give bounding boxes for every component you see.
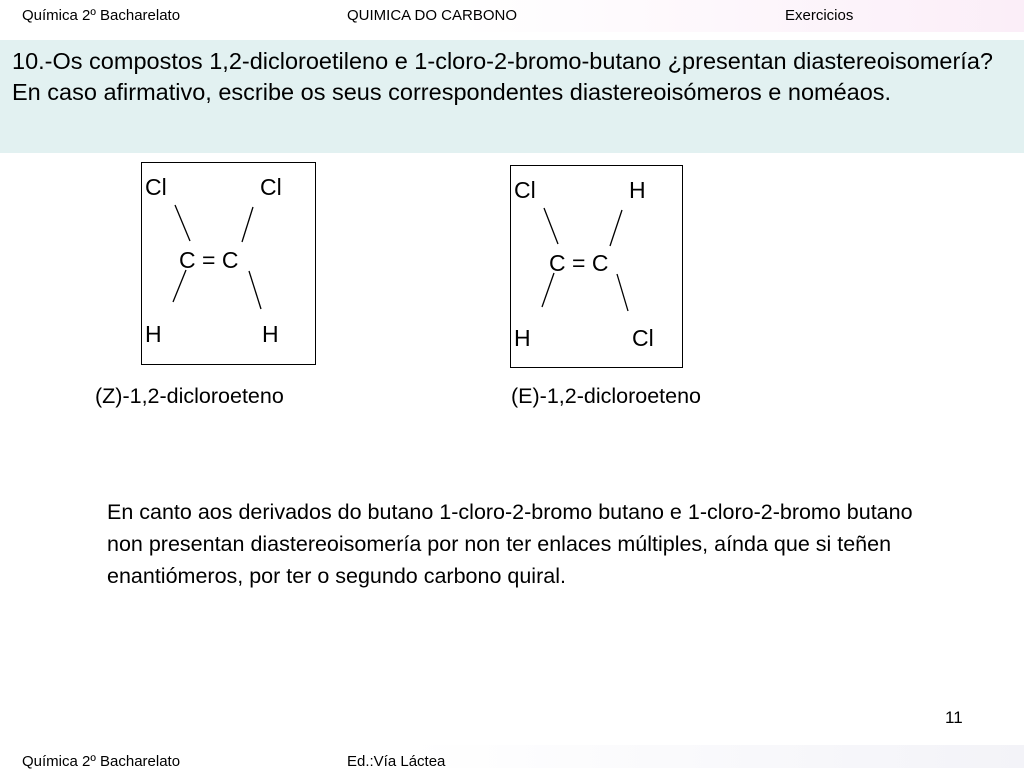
header-course: Química 2º Bacharelato bbox=[22, 7, 181, 24]
z-isomer-structure bbox=[141, 162, 316, 365]
footer-course: Química 2º Bacharelato bbox=[22, 753, 181, 770]
atom-bottom-left: H bbox=[514, 325, 531, 351]
footer-publisher: Ed.:Vía Láctea bbox=[347, 753, 446, 770]
double-bond-center: C = C bbox=[179, 247, 239, 273]
atom-top-left: Cl bbox=[514, 177, 536, 203]
atom-bottom-left: H bbox=[145, 321, 162, 347]
question-box bbox=[0, 40, 1024, 153]
page-number: 11 bbox=[945, 708, 963, 727]
atom-top-left: Cl bbox=[145, 174, 167, 200]
bond-lines bbox=[511, 166, 684, 369]
atom-bottom-right: H bbox=[262, 321, 279, 347]
header-section: Exercicios bbox=[785, 7, 854, 24]
double-bond-center: C = C bbox=[549, 250, 609, 276]
header-topic: QUIMICA DO CARBONO bbox=[347, 7, 518, 24]
answer-text: En canto aos derivados do butano 1-cloro-2-bromo butano e 1-cloro-2-bromo butano non presentan diastereoisomería por non ter enlaces múltiples, aínda que si teñen enantiómeros, por ter o segundo carbono quiral. bbox=[107, 500, 913, 588]
atom-top-right: Cl bbox=[260, 174, 282, 200]
e-isomer-structure bbox=[510, 165, 683, 368]
atom-top-right: H bbox=[629, 177, 646, 203]
z-isomer-caption: (Z)-1,2-dicloroeteno bbox=[95, 384, 284, 408]
question-text: 10.-Os compostos 1,2-dicloroetileno e 1-cloro-2-bromo-butano ¿presentan diastereoisomería? En caso afirmativo, escribe os seus correspondentes diastereoisómeros e noméaos. bbox=[12, 48, 993, 105]
atom-bottom-right: Cl bbox=[632, 325, 654, 351]
e-isomer-caption: (E)-1,2-dicloroeteno bbox=[511, 384, 702, 408]
bond-lines bbox=[142, 163, 317, 366]
